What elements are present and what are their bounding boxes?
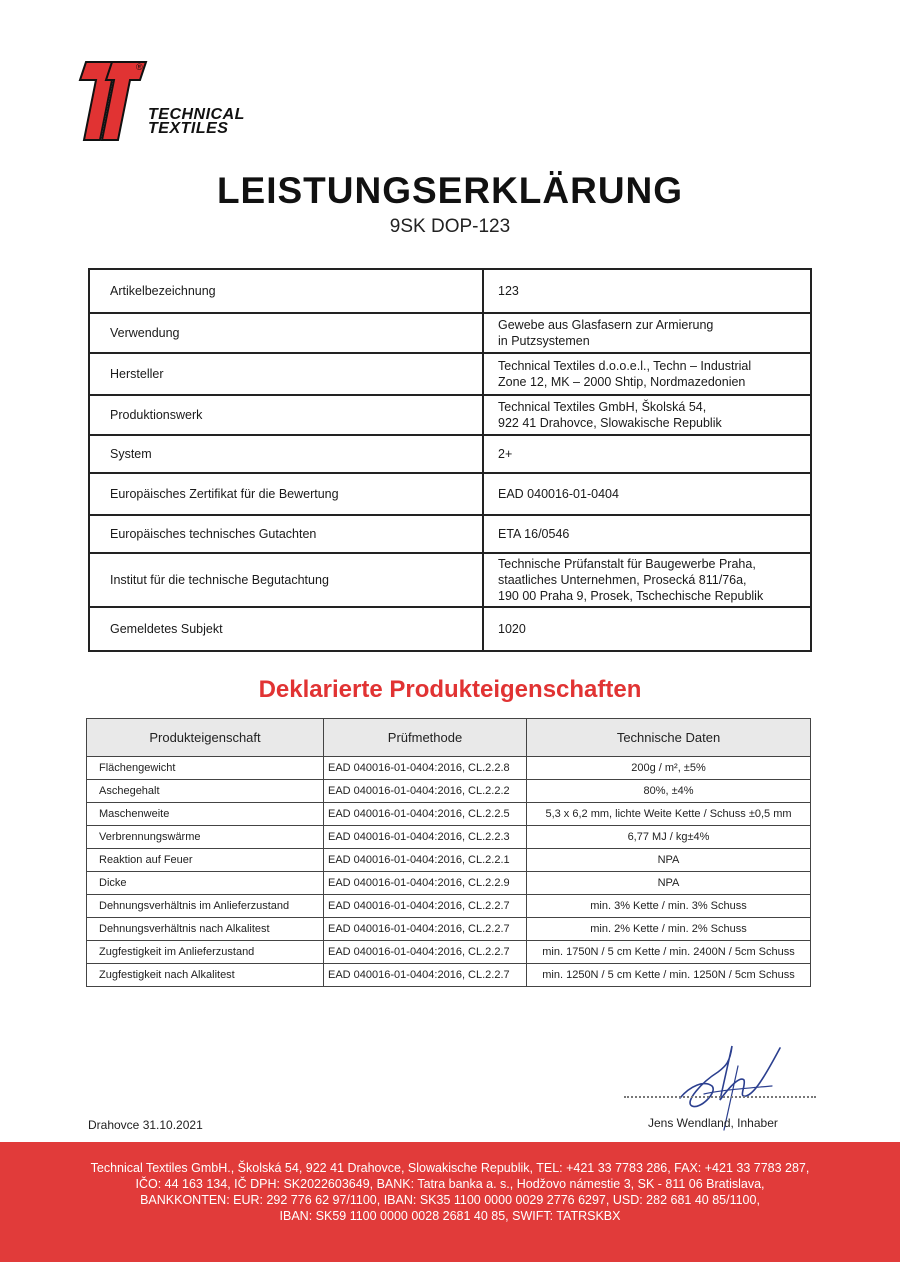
- footer-company-details: [0, 1160, 900, 1224]
- info-value: [483, 473, 811, 515]
- property-row: [87, 780, 811, 803]
- info-value: [483, 395, 811, 435]
- info-value-line: 922 41 Drahovce, Slowakische Republik: [498, 416, 722, 430]
- test-method: EAD 040016-01-0404:2016, CL.2.2.7: [324, 964, 527, 987]
- info-value-line: 1020: [498, 622, 526, 636]
- info-label: System: [89, 435, 483, 473]
- property-name: Dehnungsverhältnis im Anlieferzustand: [87, 895, 324, 918]
- info-value-line: 123: [498, 284, 519, 298]
- signature-line: [624, 1096, 816, 1098]
- property-name: Zugfestigkeit nach Alkalitest: [87, 964, 324, 987]
- property-row: [87, 757, 811, 780]
- info-label: Produktionswerk: [89, 395, 483, 435]
- info-value-line: staatliches Unternehmen, Prosecká 811/76a,: [498, 573, 747, 587]
- properties-table: [86, 718, 811, 987]
- registered-mark: ®: [136, 62, 143, 72]
- info-value: [483, 269, 811, 313]
- property-row: [87, 849, 811, 872]
- test-method: EAD 040016-01-0404:2016, CL.2.2.7: [324, 941, 527, 964]
- info-label: Institut für die technische Begutachtung: [89, 553, 483, 607]
- info-value: [483, 553, 811, 607]
- technical-data: min. 1750N / 5 cm Kette / min. 2400N / 5cm Schuss: [527, 941, 811, 964]
- property-row: [87, 895, 811, 918]
- info-label: Europäisches Zertifikat für die Bewertung: [89, 473, 483, 515]
- info-value-line: Technical Textiles GmbH, Školská 54,: [498, 400, 707, 414]
- property-row: [87, 826, 811, 849]
- info-row: [89, 473, 811, 515]
- info-value-line: in Putzsystemen: [498, 334, 590, 348]
- property-name: Zugfestigkeit im Anlieferzustand: [87, 941, 324, 964]
- footer-line: IBAN: SK59 1100 0000 0028 2681 40 85, SWIFT: TATRSKBX: [279, 1209, 621, 1223]
- info-row: [89, 607, 811, 651]
- signer-name: Jens Wendland, Inhaber: [648, 1116, 778, 1130]
- property-row: [87, 803, 811, 826]
- info-value-line: Gewebe aus Glasfasern zur Armierung: [498, 318, 714, 332]
- property-name: Flächengewicht: [87, 757, 324, 780]
- section-title: Deklarierte Produkteigenschaften: [258, 676, 642, 703]
- info-value: [483, 515, 811, 553]
- technical-data: min. 2% Kette / min. 2% Schuss: [527, 918, 811, 941]
- logo-wordmark: [148, 108, 245, 136]
- technical-data: 6,77 MJ / kg±4%: [527, 826, 811, 849]
- info-value: [483, 607, 811, 651]
- company-logo: [78, 60, 278, 144]
- info-row: [89, 269, 811, 313]
- place-and-date: Drahovce 31.10.2021: [88, 1118, 203, 1132]
- info-value-line: EAD 040016-01-0404: [498, 487, 619, 501]
- properties-header-row: [87, 719, 811, 757]
- info-row: [89, 515, 811, 553]
- test-method: EAD 040016-01-0404:2016, CL.2.2.7: [324, 918, 527, 941]
- property-name: Maschenweite: [87, 803, 324, 826]
- footer-line: IČO: 44 163 134, IČ DPH: SK2022603649, BANK: Tatra banka a. s., Hodžovo námestie 3, SK - 811 06 Bratislava,: [135, 1177, 765, 1191]
- property-name: Verbrennungswärme: [87, 826, 324, 849]
- technical-data: 200g / m², ±5%: [527, 757, 811, 780]
- property-row: [87, 941, 811, 964]
- property-name: Dehnungsverhältnis nach Alkalitest: [87, 918, 324, 941]
- test-method: EAD 040016-01-0404:2016, CL.2.2.8: [324, 757, 527, 780]
- info-label: Hersteller: [89, 353, 483, 395]
- info-row: [89, 353, 811, 395]
- info-value: [483, 353, 811, 395]
- logo-line-1: TECHNICAL: [148, 106, 245, 123]
- info-label: Gemeldetes Subjekt: [89, 607, 483, 651]
- technical-data: 5,3 x 6,2 mm, lichte Weite Kette / Schuss ±0,5 mm: [527, 803, 811, 826]
- info-value-line: Technical Textiles d.o.o.e.l., Techn – Industrial: [498, 359, 752, 373]
- tt-logo-icon: [78, 60, 148, 142]
- declaration-info-table: [88, 268, 812, 652]
- info-value-line: 2+: [498, 447, 513, 461]
- property-row: [87, 872, 811, 895]
- property-name: Aschegehalt: [87, 780, 324, 803]
- info-label: Europäisches technisches Gutachten: [89, 515, 483, 553]
- property-row: [87, 964, 811, 987]
- info-row: [89, 553, 811, 607]
- test-method: EAD 040016-01-0404:2016, CL.2.2.3: [324, 826, 527, 849]
- info-row: [89, 435, 811, 473]
- info-label: Artikelbezeichnung: [89, 269, 483, 313]
- document-number: 9SK DOP-123: [389, 216, 511, 237]
- technical-data: min. 1250N / 5 cm Kette / min. 1250N / 5cm Schuss: [527, 964, 811, 987]
- property-name: Dicke: [87, 872, 324, 895]
- info-value: [483, 435, 811, 473]
- header-property: Produkteigenschaft: [87, 719, 324, 757]
- test-method: EAD 040016-01-0404:2016, CL.2.2.2: [324, 780, 527, 803]
- property-name: Reaktion auf Feuer: [87, 849, 324, 872]
- info-value-line: Technische Prüfanstalt für Baugewerbe Praha,: [498, 557, 756, 571]
- header-method: Prüfmethode: [324, 719, 527, 757]
- info-value-line: Zone 12, MK – 2000 Shtip, Nordmazedonien: [498, 375, 746, 389]
- technical-data: min. 3% Kette / min. 3% Schuss: [527, 895, 811, 918]
- test-method: EAD 040016-01-0404:2016, CL.2.2.1: [324, 849, 527, 872]
- header-technical-data: Technische Daten: [527, 719, 811, 757]
- logo-line-2: TEXTILES: [148, 120, 229, 137]
- footer-line: Technical Textiles GmbH., Školská 54, 922 41 Drahovce, Slowakische Republik, TEL: +421 33 7783 286, FAX: +421 33 7783 287,: [90, 1161, 810, 1175]
- test-method: EAD 040016-01-0404:2016, CL.2.2.9: [324, 872, 527, 895]
- property-row: [87, 918, 811, 941]
- technical-data: NPA: [527, 849, 811, 872]
- info-value: [483, 313, 811, 353]
- footer-line: BANKKONTEN: EUR: 292 776 62 97/1100, IBAN: SK35 1100 0000 0029 2776 6297, USD: 282 681 40 85/1100,: [140, 1193, 760, 1207]
- info-label: Verwendung: [89, 313, 483, 353]
- technical-data: NPA: [527, 872, 811, 895]
- footer: [0, 1142, 900, 1262]
- document-title: LEISTUNGSERKLÄRUNG: [216, 170, 684, 211]
- test-method: EAD 040016-01-0404:2016, CL.2.2.7: [324, 895, 527, 918]
- technical-data: 80%, ±4%: [527, 780, 811, 803]
- info-value-line: 190 00 Praha 9, Prosek, Tschechische Republik: [498, 589, 764, 603]
- info-row: [89, 395, 811, 435]
- test-method: EAD 040016-01-0404:2016, CL.2.2.5: [324, 803, 527, 826]
- info-value-line: ETA 16/0546: [498, 527, 570, 541]
- info-row: [89, 313, 811, 353]
